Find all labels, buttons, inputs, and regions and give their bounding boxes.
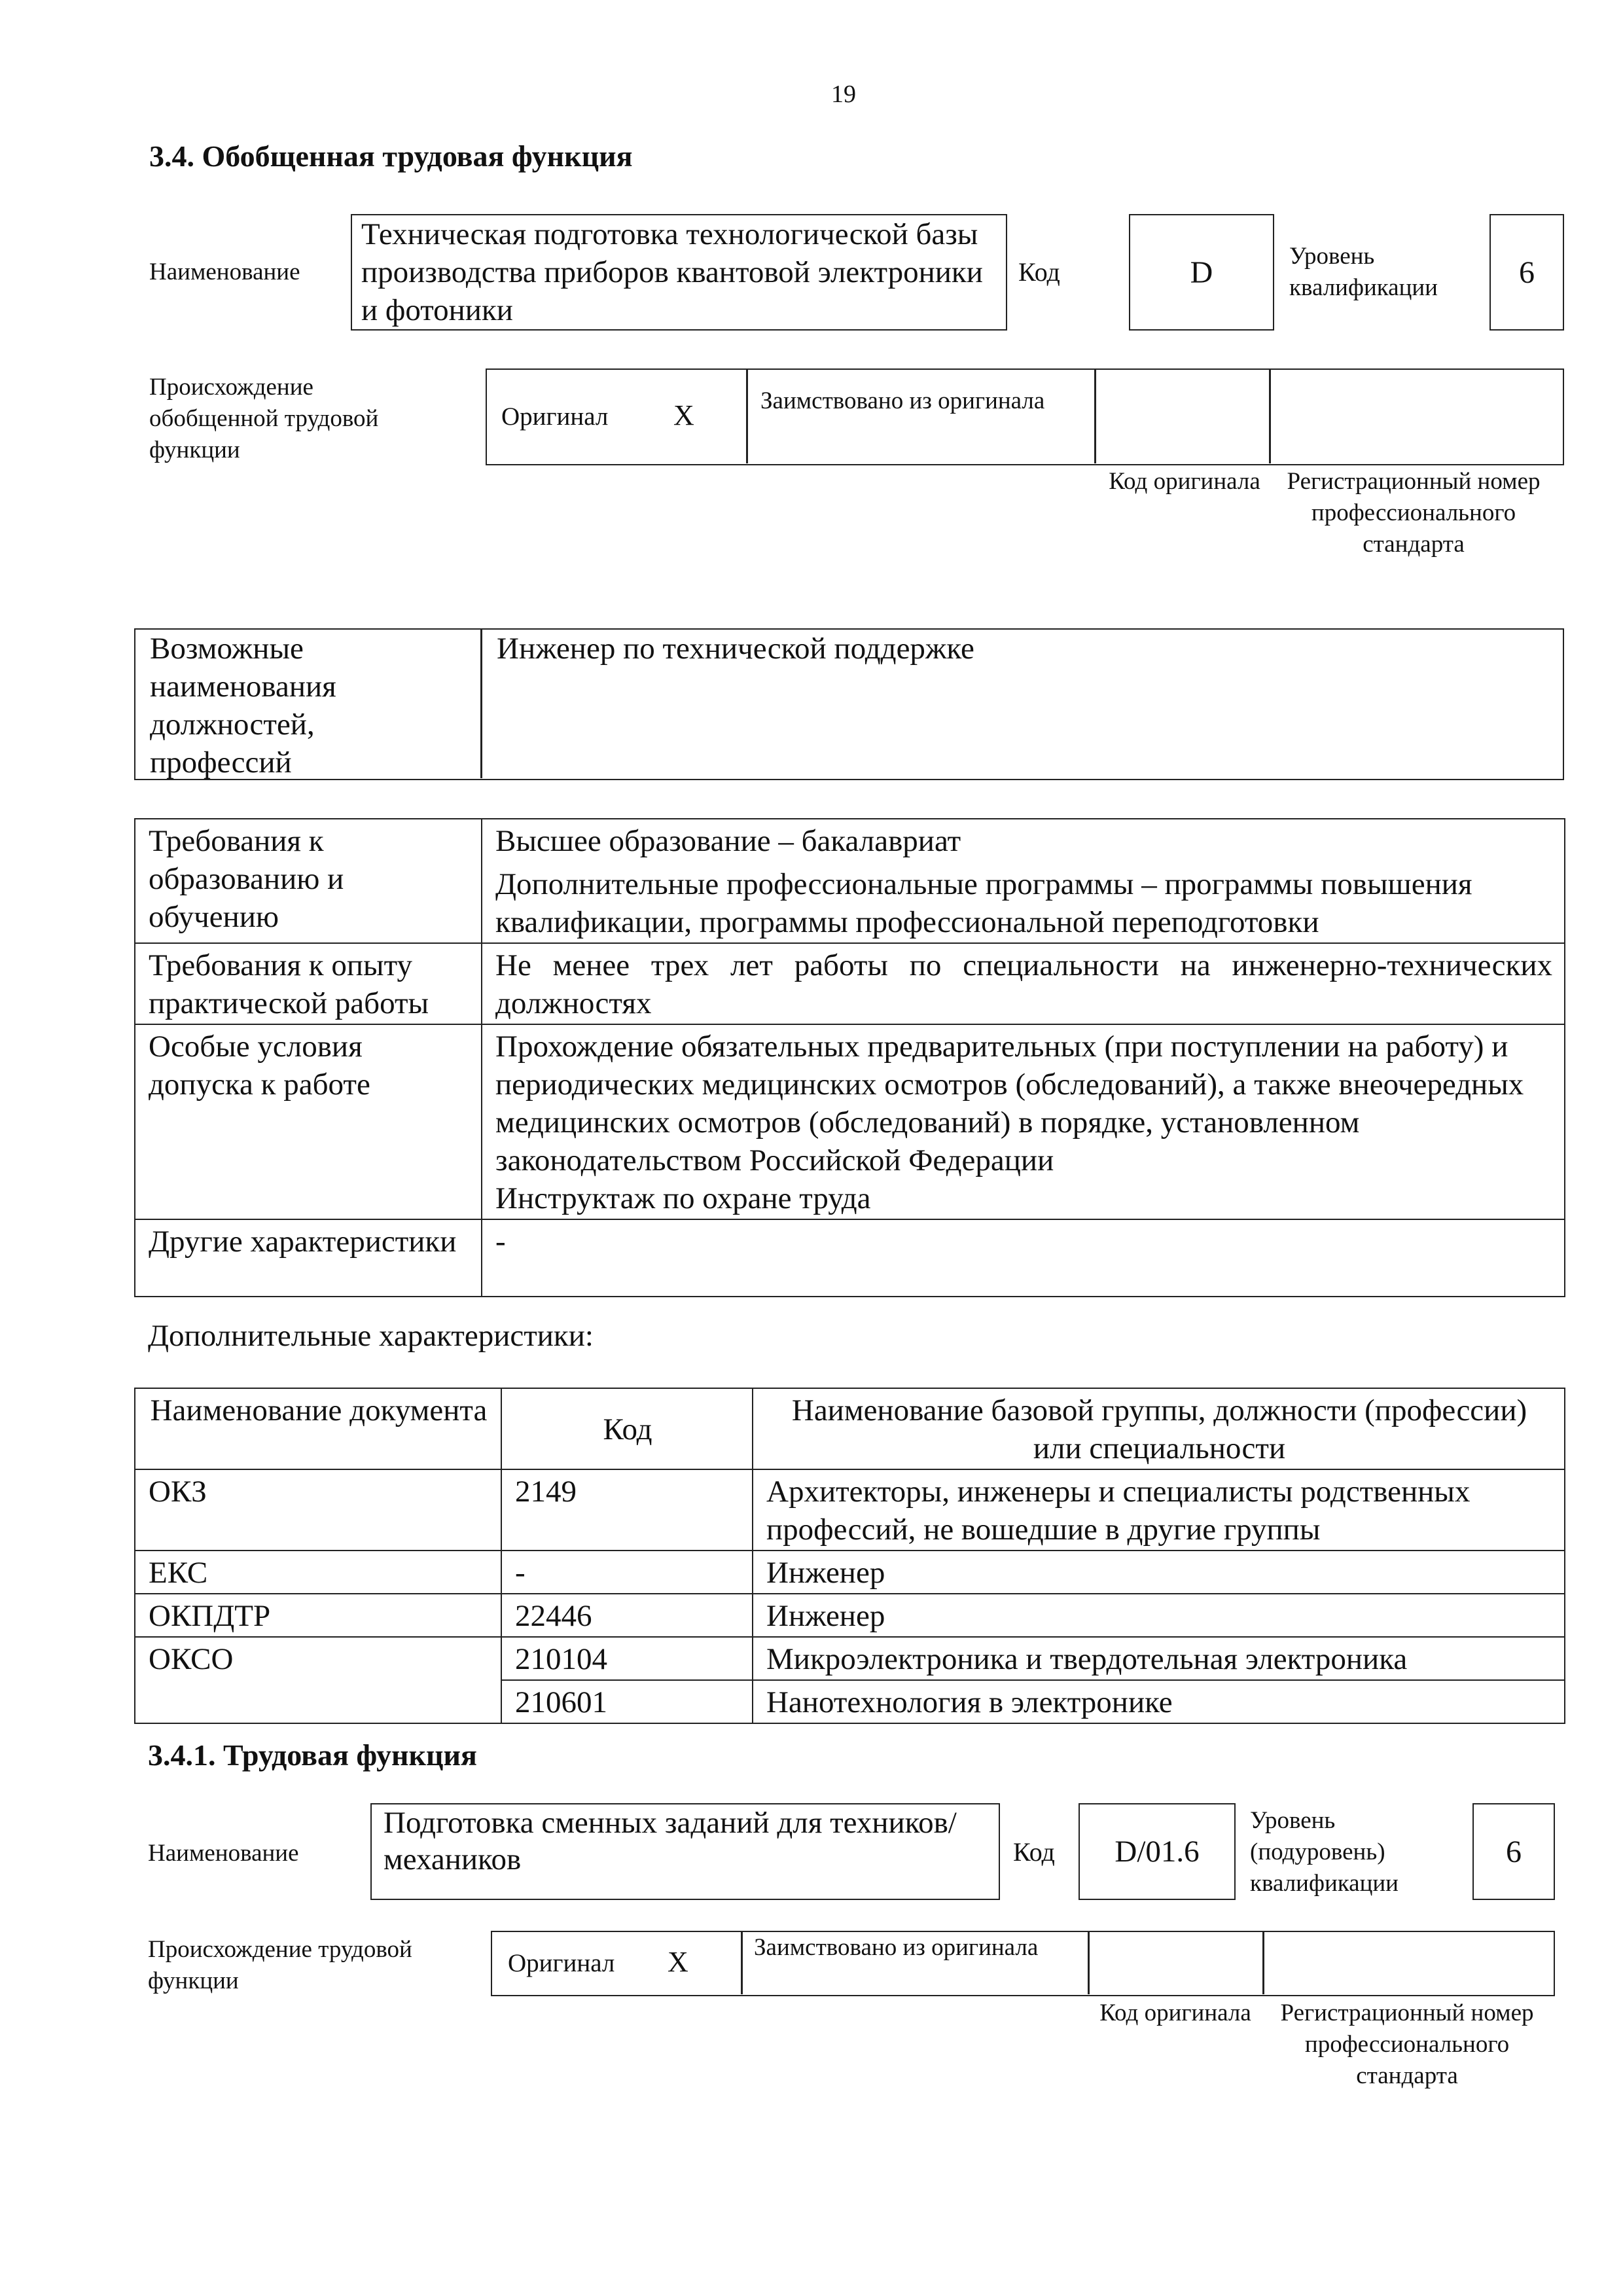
positions-value: Инженер по технической поддержке	[497, 632, 974, 666]
header-doc: Наименование документа	[135, 1388, 501, 1469]
tf-reg-number-caption: Регистрационный номер профессионального стандарта	[1280, 2000, 1534, 2089]
cell-doc: ЕКС	[135, 1551, 501, 1594]
tf-name-box	[370, 1803, 1000, 1900]
table-row	[135, 819, 1565, 943]
cell-name: Нанотехнология в электронике	[753, 1680, 1565, 1723]
table-row	[135, 1594, 1565, 1637]
gtf-origin-label: Происхождение обобщенной трудовой функции	[149, 374, 379, 463]
table-row	[135, 1388, 1565, 1469]
table-row	[135, 1551, 1565, 1594]
gtf-level-box	[1489, 214, 1564, 331]
tf-origin-label: Происхождение трудовой функции	[148, 1936, 412, 1994]
gtf-origin-table	[486, 368, 1564, 465]
header-name: Наименование базовой группы, должности (профессии) или специальности	[753, 1388, 1565, 1469]
cell-name: Инженер	[753, 1594, 1565, 1637]
gtf-level-label: Уровень квалификации	[1289, 243, 1438, 301]
table-row	[135, 1469, 1565, 1551]
cell-doc: ОКСО	[135, 1637, 501, 1723]
tf-original-mark: X	[668, 1946, 688, 1978]
cell-code: 210601	[501, 1680, 753, 1723]
gtf-borrowed-label: Заимствовано из оригинала	[760, 387, 1045, 414]
tf-level-box	[1472, 1803, 1555, 1900]
gtf-level-value: 6	[1519, 255, 1535, 290]
additional-title: Дополнительные характеристики:	[148, 1319, 594, 1353]
gtf-original-mark: X	[673, 399, 694, 431]
tf-code-box	[1079, 1803, 1236, 1900]
gtf-orig-code-caption: Код оригинала	[1109, 468, 1260, 495]
req-line: Дополнительные профессиональные программы – программы повышения квалификации, программы профессиональной переподготовки	[495, 867, 1472, 939]
table-row	[135, 1637, 1565, 1680]
gtf-code-value: D	[1190, 255, 1213, 290]
req-value	[482, 819, 1565, 943]
page-number: 19	[831, 81, 856, 108]
table-row	[135, 943, 1565, 1024]
tf-name-value: Подготовка сменных заданий для техников/механиков	[383, 1806, 957, 1876]
req-label: Требования к опыту практической работы	[135, 943, 482, 1024]
req-label: Требования к образованию и обучению	[135, 819, 482, 943]
req-label: Особые условия допуска к работе	[135, 1024, 482, 1219]
req-label: Другие характеристики	[135, 1219, 482, 1297]
table-row	[135, 1024, 1565, 1219]
tf-code-label: Код	[1013, 1837, 1055, 1867]
gtf-original-label: Оригинал	[501, 403, 609, 431]
additional-table	[134, 1388, 1565, 1724]
table-row	[135, 1219, 1565, 1297]
req-line: Инструктаж по охране труда	[495, 1181, 871, 1215]
req-line: -	[495, 1225, 506, 1259]
tf-original-label: Оригинал	[508, 1949, 615, 1977]
tf-heading: 3.4.1. Трудовая функция	[148, 1738, 477, 1772]
req-line: Прохождение обязательных предварительных (при поступлении на работу) и периодических медицинских осмотров (обследований), а также внеочередных медицинских осмотров (обследований) в порядке, установленном законодательством Российской Федерации	[495, 1030, 1524, 1177]
gtf-name-value: Техническая подготовка технологической базы производства приборов квантовой электроники и фотоники	[361, 217, 983, 327]
cell-name: Микроэлектроника и твердотельная электроника	[753, 1637, 1565, 1680]
header-code: Код	[501, 1388, 753, 1469]
gtf-name-box	[351, 214, 1007, 331]
cell-doc: ОКПДТР	[135, 1594, 501, 1637]
cell-code: 210104	[501, 1637, 753, 1680]
gtf-code-box	[1129, 214, 1274, 331]
gtf-reg-number-caption: Регистрационный номер профессионального стандарта	[1287, 468, 1541, 558]
positions-label: Возможные наименования должностей, профессий	[150, 632, 336, 780]
tf-borrowed-label: Заимствовано из оригинала	[754, 1934, 1039, 1961]
tf-level-value: 6	[1506, 1834, 1522, 1869]
tf-origin-table	[491, 1931, 1555, 1996]
cell-name: Инженер	[753, 1551, 1565, 1594]
cell-code: 22446	[501, 1594, 753, 1637]
cell-code: 2149	[501, 1469, 753, 1551]
requirements-table	[134, 818, 1565, 1297]
cell-name: Архитекторы, инженеры и специалисты родственных профессий, не вошедшие в другие группы	[753, 1469, 1565, 1551]
tf-code-value: D/01.6	[1115, 1835, 1200, 1869]
req-value	[482, 943, 1565, 1024]
gtf-heading: 3.4. Обобщенная трудовая функция	[149, 139, 633, 173]
cell-code: -	[501, 1551, 753, 1594]
positions-table	[134, 628, 1564, 780]
tf-name-label: Наименование	[148, 1840, 299, 1867]
req-line: Высшее образование – бакалавриат	[495, 824, 961, 858]
tf-orig-code-caption: Код оригинала	[1099, 2000, 1251, 2026]
req-line: Не менее трех лет работы по специальности на инженерно-технических должностях	[495, 948, 1552, 1020]
gtf-name-label: Наименование	[149, 259, 300, 285]
req-value	[482, 1219, 1565, 1297]
cell-doc: ОКЗ	[135, 1469, 501, 1551]
gtf-code-label: Код	[1018, 257, 1060, 287]
req-value	[482, 1024, 1565, 1219]
tf-level-label: Уровень (подуровень) квалификации	[1250, 1807, 1399, 1897]
